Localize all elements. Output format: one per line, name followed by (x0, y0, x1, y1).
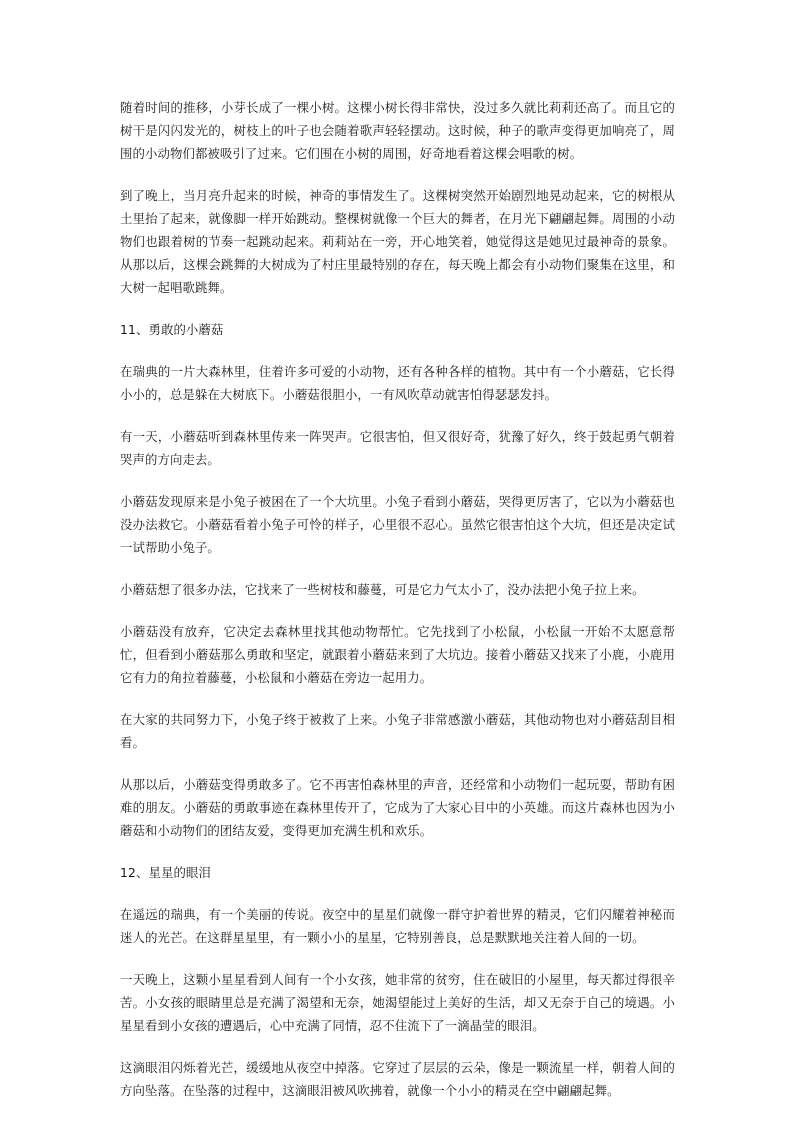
document-page (120, 96, 675, 1121)
section-heading: 11、勇敢的小蘑菇 (120, 322, 224, 337)
section-heading: 12、星星的眼泪 (120, 865, 211, 880)
paragraph: 小蘑菇发现原来是小兔子被困在了一个大坑里。小兔子看到小蘑菇，哭得更厉害了，它以为小蘑菇也没办法救它。小蘑菇看着小兔子可怜的样子，心里很不忍心。虽然它很害怕这个大坑，但还是决定试一试帮助小兔子。 (120, 494, 675, 555)
paragraph: 小蘑菇没有放弃，它决定去森林里找其他动物帮忙。它先找到了小松鼠，小松鼠一开始不太愿意帮忙，但看到小蘑菇那么勇敢和坚定，就跟着小蘑菇来到了大坑边。接着小蘑菇又找来了小鹿，小鹿用它有力的角拉着藤蔓，小松鼠和小蘑菇在旁边一起用力。 (120, 624, 675, 685)
paragraph: 一天晚上，这颗小星星看到人间有一个小女孩，她非常的贫穷，住在破旧的小屋里，每天都过得很辛苦。小女孩的眼睛里总是充满了渴望和无奈，她渴望能过上美好的生活，却又无奈于自己的境遇。小星星看到小女孩的遭遇后，心中充满了同情，忍不住流下了一滴晶莹的眼泪。 (120, 972, 675, 1033)
paragraph: 在遥远的瑞典，有一个美丽的传说。夜空中的星星们就像一群守护着世界的精灵，它们闪耀着神秘而迷人的光芒。在这群星星里，有一颗小小的星星，它特别善良，总是默默地关注着人间的一切。 (120, 907, 675, 945)
paragraph: 随着时间的推移，小芽长成了一棵小树。这棵小树长得非常快，没过多久就比莉莉还高了。而且它的树干是闪闪发光的，树枝上的叶子也会随着歌声轻轻摆动。这时候，种子的歌声变得更加响亮了，周围的小动物们都被吸引了过来。它们围在小树的周围，好奇地看着这棵会唱歌的树。 (120, 100, 675, 161)
paragraph: 从那以后，小蘑菇变得勇敢多了。它不再害怕森林里的声音，还经常和小动物们一起玩耍，帮助有困难的朋友。小蘑菇的勇敢事迹在森林里传开了，它成为了大家心目中的小英雄。而这片森林也因为小蘑菇和小动物们的团结友爱，变得更加充满生机和欢乐。 (120, 777, 675, 838)
paragraph: 到了晚上，当月亮升起来的时候，神奇的事情发生了。这棵树突然开始剧烈地晃动起来，它的树根从土里抬了起来，就像脚一样开始跳动。整棵树就像一个巨大的舞者，在月光下翩翩起舞。周围的小动物们也跟着树的节奏一起跳动起来。莉莉站在一旁，开心地笑着，她觉得这是她见过最神奇的景象。从那以后，这棵会跳舞的大树成为了村庄里最特别的存在，每天晚上都会有小动物们聚集在这里，和大树一起唱歌跳舞。 (120, 188, 675, 295)
paragraph: 在大家的共同努力下，小兔子终于被救了上来。小兔子非常感激小蘑菇，其他动物也对小蘑菇刮目相看。 (120, 712, 675, 750)
paragraph: 小蘑菇想了很多办法，它找来了一些树枝和藤蔓，可是它力气太小了，没办法把小兔子拉上来。 (120, 582, 645, 597)
paragraph: 在瑞典的一片大森林里，住着许多可爱的小动物，还有各种各样的植物。其中有一个小蘑菇，它长得小小的，总是躲在大树底下。小蘑菇很胆小，一有风吹草动就害怕得瑟瑟发抖。 (120, 364, 675, 402)
paragraph: 有一天，小蘑菇听到森林里传来一阵哭声。它很害怕，但又很好奇，犹豫了好久，终于鼓起勇气朝着哭声的方向走去。 (120, 429, 675, 467)
paragraph: 这滴眼泪闪烁着光芒，缓缓地从夜空中掉落。它穿过了层层的云朵，像是一颗流星一样，朝着人间的方向坠落。在坠落的过程中，这滴眼泪被风吹拂着，就像一个小小的精灵在空中翩翩起舞。 (120, 1060, 675, 1098)
